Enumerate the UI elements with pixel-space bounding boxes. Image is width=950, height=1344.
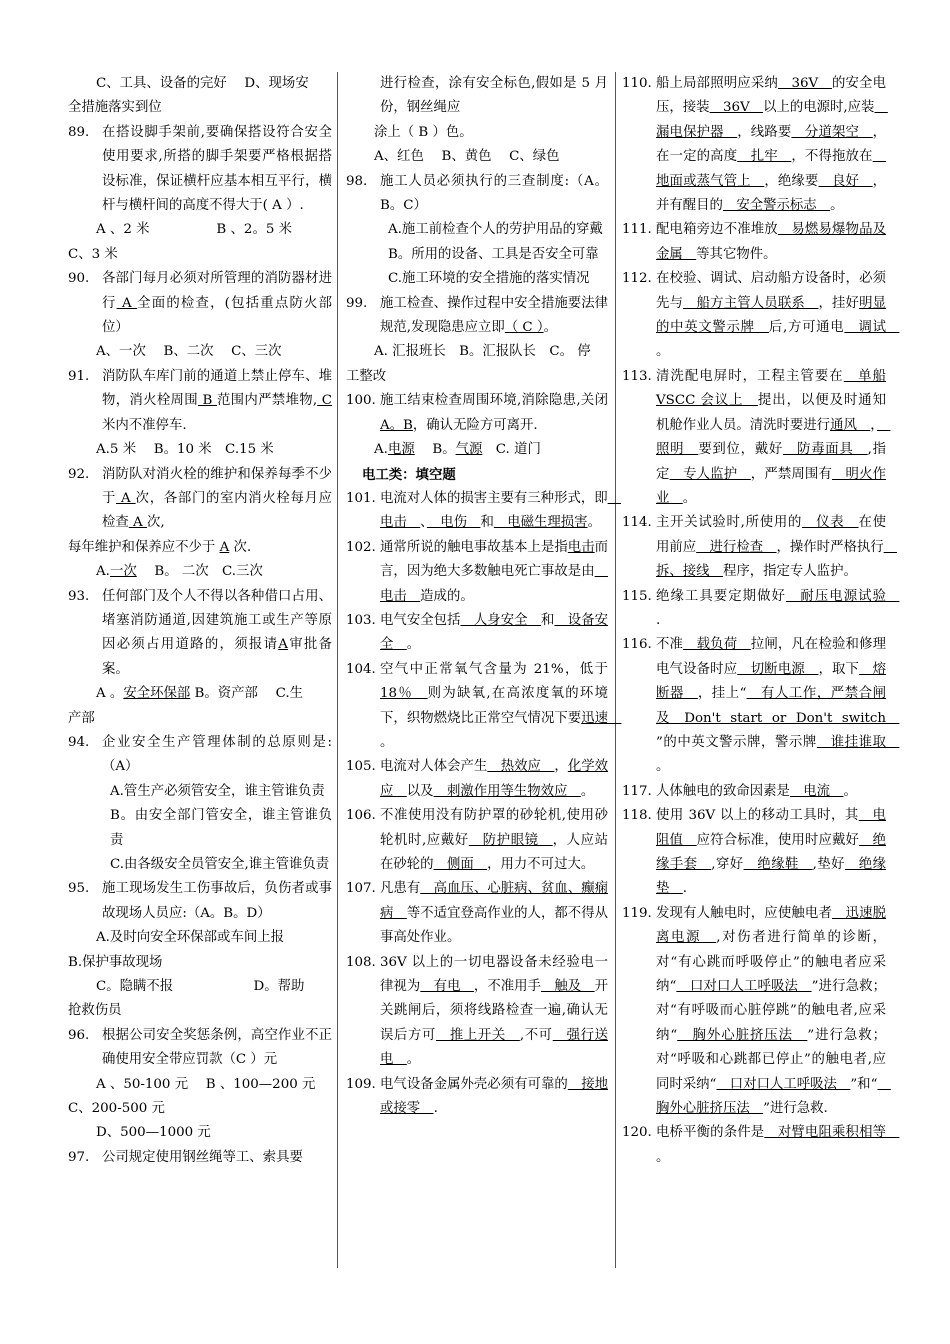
- answer-blank: 扎牢: [737, 149, 792, 165]
- question-text: 。: [543, 320, 558, 336]
- question-number: 110.: [622, 76, 652, 91]
- question-text: 次,: [146, 515, 165, 531]
- column-left: [68, 72, 332, 1170]
- answer-blank: 熔断器: [656, 661, 887, 702]
- answer-blank: C: [317, 393, 333, 409]
- question-number: 100.: [346, 393, 376, 409]
- answer-blank: A: [116, 295, 138, 311]
- question-text: 施工人员必须执行的三查制度:（A。B。C）: [380, 173, 608, 214]
- column-divider-right: [615, 72, 616, 1268]
- question-99: [346, 292, 608, 341]
- option-line: A、红色 B、黄色 C、绿色: [374, 149, 560, 165]
- question-number: 103.: [346, 612, 376, 628]
- answer-blank: 化学效应: [380, 759, 609, 799]
- answer-blank: 电击: [380, 490, 622, 531]
- option-line: A 。安全环保部 B。资产部 C.生: [96, 686, 304, 702]
- question-number: 114.: [622, 515, 652, 531]
- question-number: 94.: [68, 734, 90, 750]
- question-text: 施工现场发生工伤事故后，负伤者或事故现场人员应:（A。B。D）: [102, 881, 332, 921]
- answer-blank: A: [219, 539, 230, 555]
- answer-blank: 气源: [455, 442, 483, 458]
- answer-blank: 接地或接零: [380, 1076, 609, 1117]
- question-text: 范围内严禁堆物,: [216, 393, 318, 409]
- answer-blank: 电击: [380, 564, 608, 604]
- question-106: 106. 不准使用没有防护罩的砂轮机,使用砂轮机时,应戴好 防护眼镜 ，人应站在砂轮的 侧面 ，用力不可过大。: [346, 804, 608, 877]
- question-number: 90.: [68, 271, 90, 287]
- answer-blank: 推上开关: [435, 1027, 520, 1043]
- answer-blank: A: [128, 515, 147, 531]
- answer-blank: 侧面: [433, 857, 488, 872]
- option-line: A.一次 B。 二次 C.三次: [96, 564, 263, 580]
- answer-blank: 对臂电阻乘积相等: [764, 1125, 900, 1141]
- question-text: 各部门每月必须对所管理的消防器材进行: [102, 271, 332, 311]
- question-text: ，确认无险方可离开.: [412, 417, 538, 433]
- question-text: 公司规定使用钢丝绳等工、索具要: [102, 1149, 303, 1165]
- answer-blank: 胸外心脏挤压法: [656, 1076, 891, 1117]
- answer-blank: （ C ）: [504, 320, 544, 336]
- question-number: 89.: [68, 124, 90, 140]
- answer-blank: 单船 VSCC 会议上: [656, 368, 887, 409]
- answer-blank: 载负荷: [683, 637, 751, 653]
- answer-blank: 热效应: [487, 759, 555, 775]
- answer-blank: 电流: [789, 783, 844, 799]
- question-continuation: 涂上（ B ）色。: [374, 124, 473, 140]
- answer-blank: 防毒面具: [782, 442, 868, 458]
- answer-blank: 明显的中英文警示牌: [656, 295, 887, 336]
- question-91: [68, 365, 332, 438]
- question-number: 102.: [346, 539, 376, 555]
- question-98: [346, 170, 608, 219]
- answer-blank: 专人监护: [669, 466, 751, 482]
- question-number: 95.: [68, 881, 90, 897]
- question-continuation: 每年维护和保养应不少于 A 次.: [68, 539, 252, 555]
- option-line: C。隐瞒不报 D。帮助: [96, 979, 305, 995]
- column-right: [622, 72, 900, 1170]
- answer-blank: 照明: [656, 417, 891, 458]
- answer-blank: 易燃易爆物品及金属: [656, 222, 887, 262]
- question-105: 105. 电流对人体会产生 热效应 ，化学效应 以及 刺激作用等生物效应 。: [346, 755, 608, 804]
- question-number: 117.: [622, 783, 652, 799]
- option-line: 全措施落实到位: [68, 100, 162, 116]
- option-line: A 、2 米 B 、2。5 米: [96, 222, 293, 238]
- question-93: [68, 585, 332, 683]
- answer-blank: 安全警示标志: [722, 198, 831, 214]
- question-117: 117. 人体触电的致命因素是 电流 。: [622, 780, 886, 804]
- option-line: C、3 米: [68, 246, 118, 262]
- question-text: 审批备案。: [102, 637, 333, 677]
- answer-blank: 电伤: [426, 515, 481, 531]
- question-107: 107. 凡患有 高血压、心脏病、贫血、癫痫病 等不适宜登高作业的人，都不得从事高处作业。: [346, 877, 608, 950]
- answer-blank: 漏电保护器: [656, 100, 888, 140]
- question-text: 消防队对消火栓的维护和保养每季不少于: [102, 466, 332, 506]
- answer-blank: 触及: [540, 979, 595, 995]
- question-89: [68, 121, 332, 219]
- question-94: [68, 731, 332, 780]
- answer-blank: 通风: [830, 417, 871, 433]
- option-line: 工整改: [346, 368, 387, 384]
- answer-blank: 迅速: [581, 710, 622, 726]
- question-96: [68, 1024, 332, 1073]
- option-line: C、200-500 元: [68, 1101, 165, 1117]
- answer-blank: 电源: [387, 442, 415, 458]
- answer-blank: 防护眼镜: [468, 832, 553, 848]
- question-95: [68, 877, 332, 926]
- option-line: A.电源 B。气源 C. 道门: [374, 442, 541, 458]
- answer-blank: 绝缘鞋: [743, 857, 813, 872]
- answer-blank: 刺激作用等生物效应: [433, 783, 581, 799]
- answer-blank: 设备安全: [380, 612, 609, 653]
- answer-blank: 人身安全: [460, 612, 541, 628]
- answer-blank: 绝缘垫: [656, 857, 886, 897]
- option-line: 抢救伤员: [68, 1003, 122, 1019]
- question-number: 119.: [622, 905, 652, 921]
- answer-blank: 仪表: [802, 515, 859, 531]
- question-111: 111. 配电箱旁边不准堆放 易燃易爆物品及金属 等其它物件。: [622, 218, 886, 267]
- question-text: 施工结束检查周围环境,消除隐患,关闭: [380, 393, 608, 409]
- answer-blank: 电磁生理损害: [493, 515, 588, 531]
- answer-blank: B: [197, 393, 217, 409]
- answer-blank: 强行送电: [380, 1027, 609, 1068]
- question-90: [68, 267, 332, 340]
- answer-blank: 口对口人工呼吸法: [716, 1076, 851, 1092]
- answer-blank: 36V: [709, 100, 764, 116]
- question-text: 根据公司安全奖惩条例，高空作业不正确使用安全带应罚款（C ）元: [102, 1027, 332, 1068]
- question-number: 97.: [68, 1149, 90, 1165]
- option-line: B。所用的设备、工具是否安全可靠: [388, 246, 599, 262]
- answer-blank: 良好: [818, 173, 873, 189]
- answer-blank: 18％: [380, 686, 428, 702]
- question-108: 108. 36V 以上的一切电器设备未经验电一律视为 有电 ，不准用手 触及 开关跳闸后，须将线路检查一遍,确认无误后方可 推上开关 ,不可 强行送电 。: [346, 951, 608, 1073]
- answer-blank: 拆、接线: [656, 539, 898, 580]
- option-line: A.施工前检查个人的劳护用品的穿戴: [388, 222, 603, 238]
- answer-blank: 分道架空: [791, 124, 873, 140]
- answer-blank: 胸外心脏挤压法: [677, 1027, 808, 1043]
- question-118: 118. 使用 36V 以上的移动工具时，其 电阻值 应符合标准，使用时应戴好 绝缘手套 ,穿好 绝缘鞋 ,垫好 绝缘垫 .: [622, 804, 886, 902]
- question-number: 111.: [622, 222, 652, 238]
- question-number: 118.: [622, 808, 652, 824]
- question-119: 119. 发现有人触电时，应使触电者 迅速脱离电源 ,对伤者进行简单的诊断，对“有心跳而呼吸停止”的触电者应采纳“ 口对口人工呼吸法 ”进行急救；对“有呼吸而心脏停跳”的触电者,应采纳“ 胸外心脏挤压法 ”进行急救；对“呼吸和心跳都已停止”的触电者,应同时采纳“ 口对口人工呼吸法 ”和“ 胸外心脏挤压法 ”进行急救.: [622, 902, 886, 1122]
- question-text: 任何部门及个人不得以各种借口占用、堵塞消防通道,因建筑施工或生产等原因必须占用道路的，须报请: [102, 588, 332, 653]
- question-number: 106.: [346, 808, 376, 824]
- option-line: A.管生产必须管安全，谁主管谁负责: [110, 783, 325, 799]
- question-text: 消防队车库门前的通道上禁止停车、堆物，消火栓周围: [102, 368, 332, 409]
- question-number: 113.: [622, 368, 652, 384]
- question-number: 99.: [346, 295, 368, 311]
- question-number: 116.: [622, 637, 652, 653]
- option-line: B。由安全部门管安全，谁主管谁负责: [110, 808, 332, 848]
- question-text: 次，各部门的室内消火栓每月应检查: [102, 490, 333, 531]
- answer-blank: 高血压、心脏病、贫血、癫痫病: [380, 881, 609, 921]
- option-line: C、工具、设备的完好 D、现场安: [96, 76, 309, 91]
- answer-blank: 谁挂谁取: [816, 734, 900, 750]
- question-92: [68, 463, 332, 536]
- option-line: 产部: [68, 710, 95, 726]
- question-109: 109. 电气设备金属外壳必须有可靠的 接地或接零 .: [346, 1073, 608, 1122]
- option-line: C.施工环境的安全措施的落实情况: [388, 271, 590, 287]
- question-number: 115.: [622, 588, 652, 604]
- question-number: 104.: [346, 661, 376, 677]
- answer-blank: A: [116, 490, 136, 506]
- question-115: 115. 绝缘工具要定期做好 耐压电源试验 .: [622, 585, 886, 634]
- question-text: 全面的检查，(包括重点防火部位）: [102, 295, 332, 336]
- section-heading: 电工类：填空题: [362, 466, 456, 483]
- question-number: 91.: [68, 368, 90, 384]
- answer-blank: 进行检查: [696, 539, 777, 555]
- question-number: 105.: [346, 759, 376, 775]
- question-number: 98.: [346, 173, 368, 189]
- answer-blank: 一次: [109, 564, 137, 580]
- answer-blank: A: [278, 637, 288, 653]
- question-number: 120.: [622, 1125, 652, 1141]
- answer-blank: 电击: [567, 539, 595, 555]
- question-number: 108.: [346, 954, 376, 970]
- answer-blank: 迅速脱离电源: [656, 905, 887, 946]
- question-number: 112.: [622, 271, 652, 287]
- answer-blank: 电阻值: [656, 808, 887, 848]
- option-line: A、一次 B、二次 C、三次: [96, 344, 282, 360]
- question-continuation: 进行检查，涂有安全标色,假如是 5 月份，钢丝绳应: [380, 76, 608, 116]
- question-text: 在搭设脚手架前,要确保搭设符合安全使用要求,所搭的脚手架要严格根据搭设标准，保证横杆应基本相互平行，横杆与横杆间的高度不得大于( A ）.: [102, 124, 332, 214]
- question-number: 93.: [68, 588, 90, 604]
- answer-blank: 明火作业: [656, 466, 887, 506]
- question-text: 施工检查、操作过程中安全措施要法律规范,发现隐患应立即: [380, 295, 608, 336]
- answer-blank: 安全环保部: [123, 686, 191, 702]
- question-104: 104. 空气中正常氧气含量为 21%，低于18％ 则为缺氧,在高浓度氧的环境下，织物燃烧比正常空气情况下要迅速 。: [346, 658, 608, 756]
- answer-blank: 地面或蒸气管上: [656, 149, 887, 189]
- answer-blank: 船方主管人员联系: [683, 295, 819, 311]
- answer-blank: 调试: [844, 320, 900, 336]
- option-line: B.保护事故现场: [68, 954, 163, 970]
- option-line: A.及时向安全环保部或车间上报: [96, 930, 285, 946]
- column-middle: [346, 72, 622, 1121]
- answer-blank: 有电: [420, 979, 474, 995]
- question-100: [346, 389, 608, 438]
- question-number: 107.: [346, 881, 376, 897]
- option-line: A.5 米 B。10 米 C.15 米: [96, 442, 274, 458]
- question-97: [68, 1146, 332, 1170]
- question-114: 114. 主开关试验时,所使用的 仪表 在使用前应 进行检查 ，操作时严格执行 拆、接线 程序，指定专人监护。: [622, 511, 886, 584]
- answer-blank: 有人工作，严禁合闸及 Don't start or Don't switch: [656, 686, 900, 726]
- answer-blank: A。B: [380, 417, 413, 433]
- question-112: 112. 在校验、调试、启动船方设备时，必须先与 船方主管人员联系 ，挂好明显的中英文警示牌 后,方可通电 调试 。: [622, 267, 886, 365]
- question-text: 米内不准停车.: [102, 417, 187, 433]
- question-113: 113. 清洗配电屏时，工程主管要在 单船 VSCC 会议上 提出，以便及时通知机舱作业人员。清洗时要进行通风 ， 照明 要到位，戴好 防毒面具 ,指定 专人监护 ，严禁周围有 明火作业 。: [622, 365, 886, 511]
- option-line: A. 汇报班长 B。汇报队长 C。 停: [374, 344, 591, 360]
- option-line: D、500—1000 元: [96, 1125, 211, 1141]
- question-120: 120. 电桥平衡的条件是 对臂电阻乘积相等 。: [622, 1121, 886, 1170]
- question-103: 103. 电气安全包括 人身安全 和 设备安全 。: [346, 609, 608, 658]
- question-116: 116. 不准 载负荷 拉闸，凡在检验和修理电气设备时应 切断电源 ，取下 熔断器 ，挂上“ 有人工作，严禁合闸及 Don't start or Don't switch ”的中英文警示牌，警示牌 谁挂谁取 。: [622, 633, 886, 779]
- option-line: C.由各级安全员管安全,谁主管谁负责: [110, 857, 330, 872]
- option-line: A 、50-100 元 B 、100—200 元: [96, 1076, 316, 1092]
- question-number: 101.: [346, 490, 376, 506]
- question-text: 企业安全生产管理体制的总原则是:（A）: [102, 734, 332, 775]
- question-number: 92.: [68, 466, 90, 482]
- question-110: 110. 船上局部照明应采纳 36V 的安全电压，接装 36V 以上的电源时,应装 漏电保护器 ，线路要 分道架空 ，在一定的高度 扎牢 ，不得拖放在 地面或蒸气管上 ，绝缘要 良好 ，并有醒目的 安全警示标志 。: [622, 72, 886, 218]
- answer-blank: 耐压电源试验: [785, 588, 900, 604]
- question-101: 101. 电流对人体的损害主要有三种形式，即 电击 、 电伤 和 电磁生理损害。: [346, 487, 608, 536]
- question-number: 96.: [68, 1027, 90, 1043]
- answer-blank: 36V: [777, 76, 832, 91]
- answer-blank: 绝缘手套: [656, 832, 887, 872]
- question-number: 109.: [346, 1076, 376, 1092]
- answer-blank: 口对口人工呼吸法: [676, 979, 812, 995]
- column-divider-left: [337, 72, 338, 1268]
- answer-blank: 切断电源: [737, 661, 819, 677]
- question-102: 102. 通常所说的触电事故基本上是指电击而言，因为绝大多数触电死亡事故是由 电击 造成的。: [346, 536, 608, 609]
